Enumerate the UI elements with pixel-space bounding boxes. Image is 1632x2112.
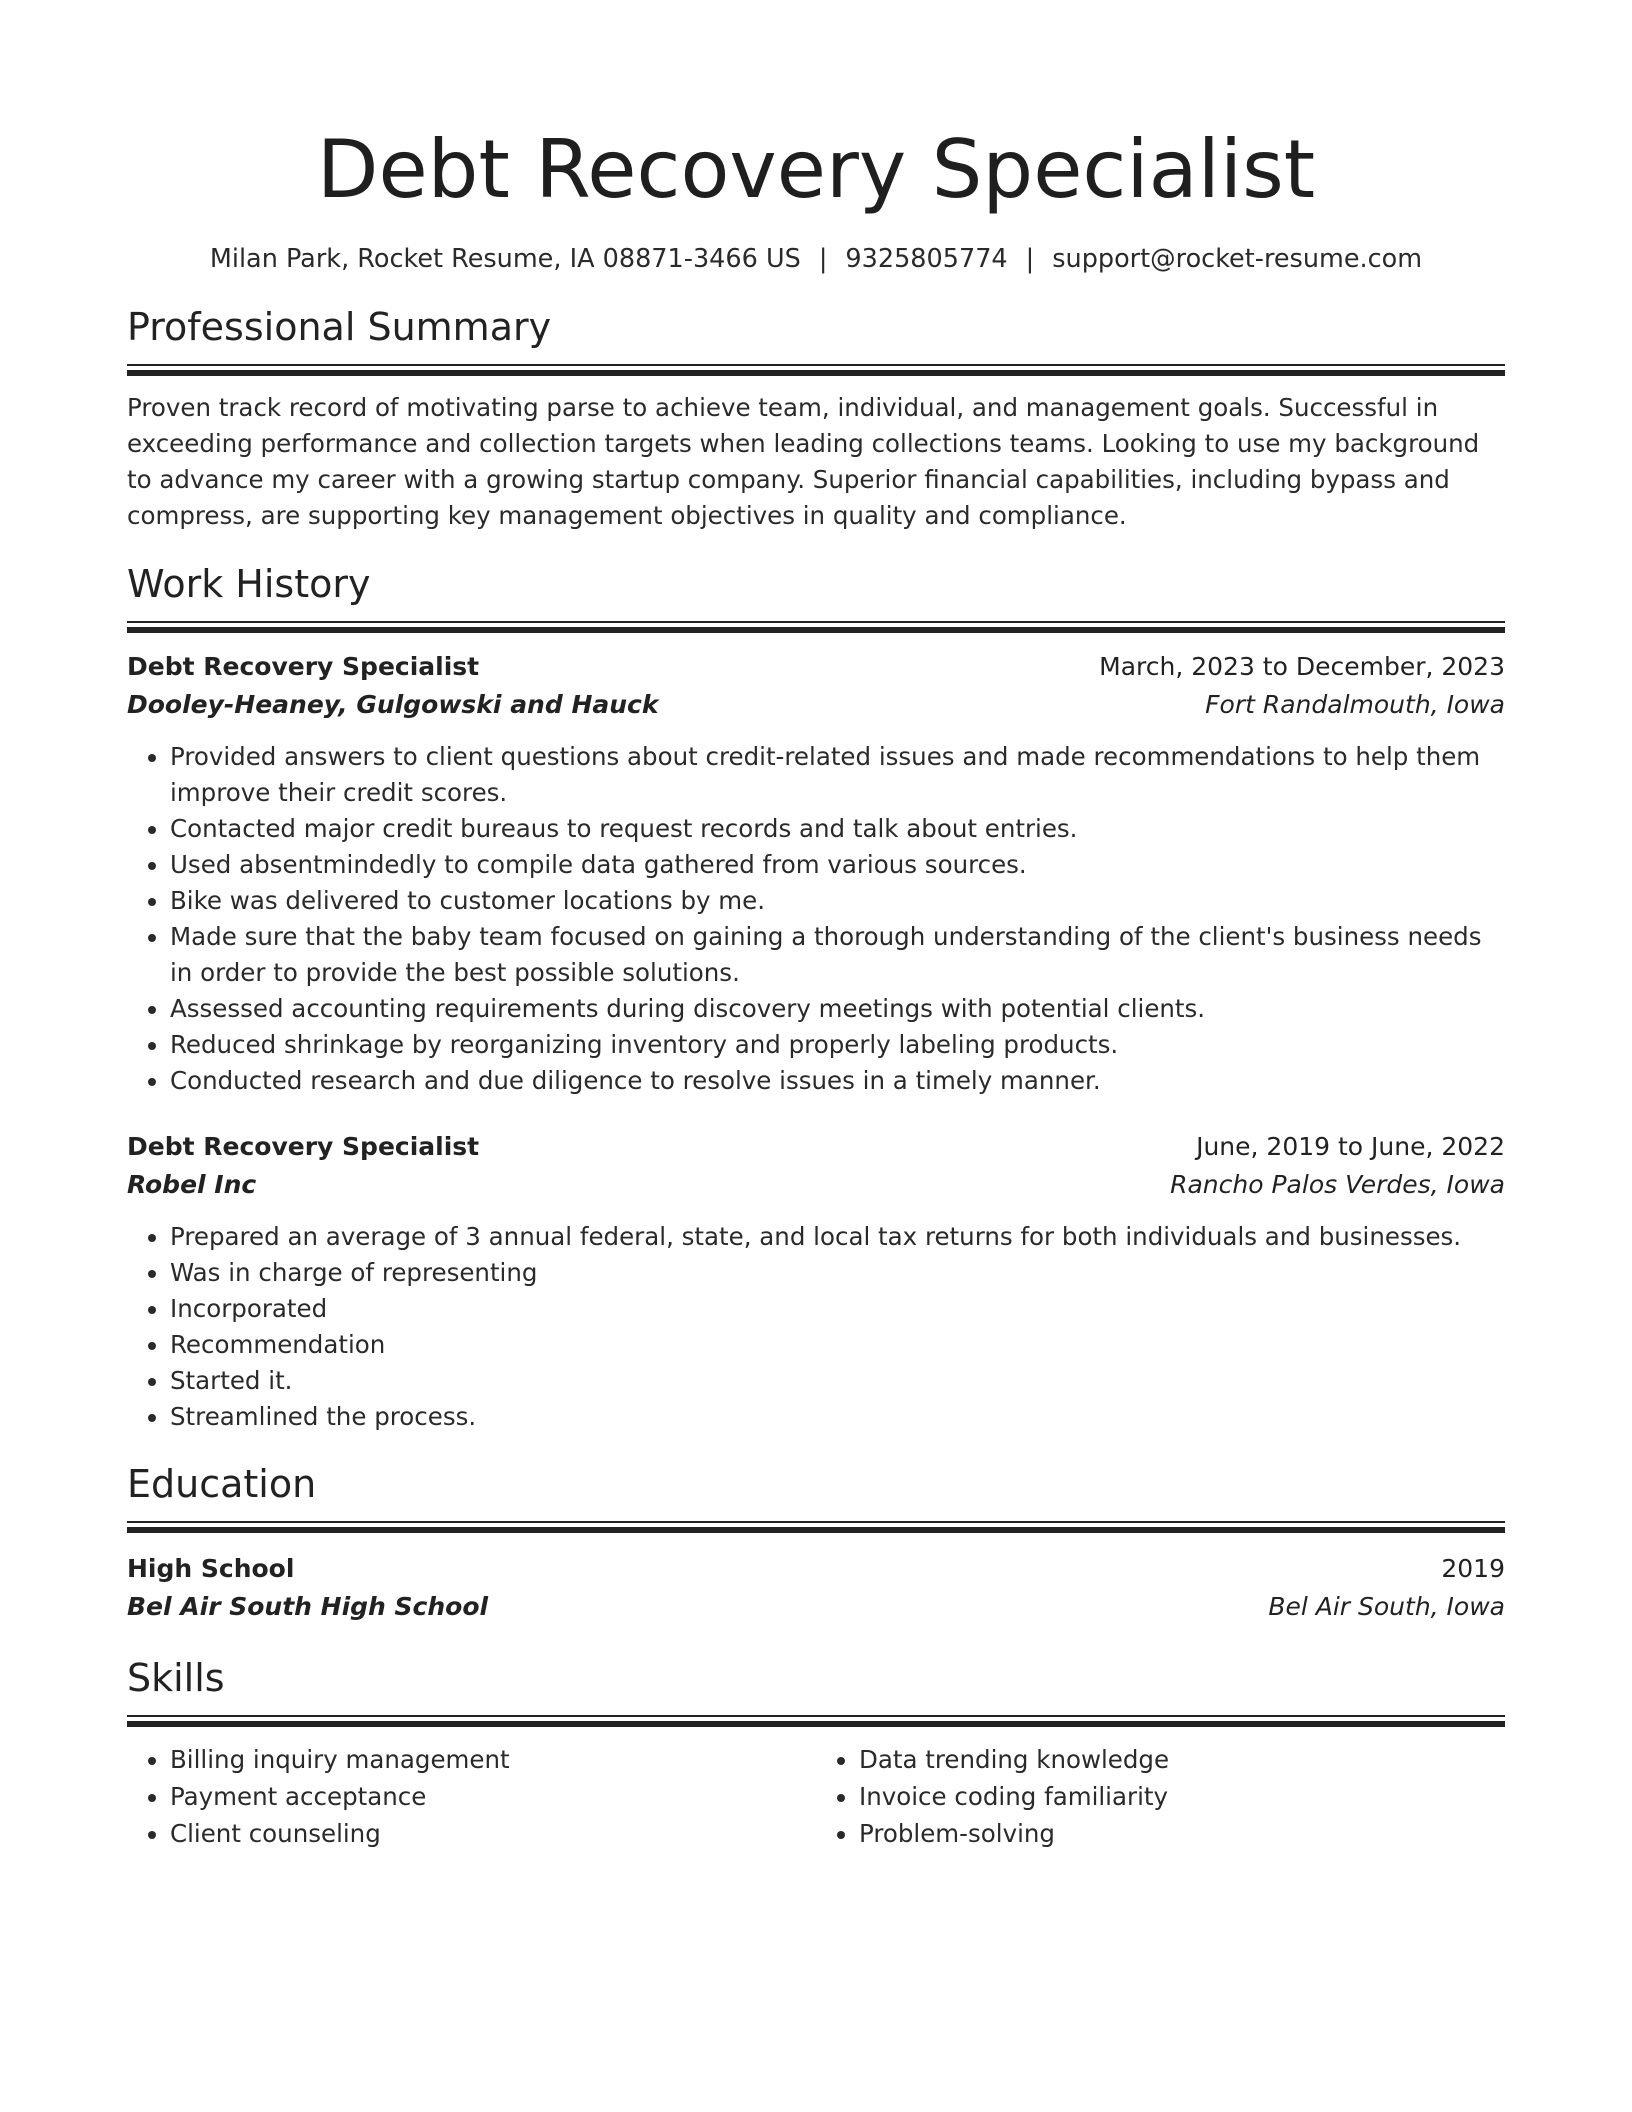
education-year: 2019 bbox=[1441, 1553, 1505, 1583]
education-degree: High School bbox=[127, 1553, 295, 1583]
job-bullet: • Provided answers to client questions about credit-related issues and made recommendations to help them improve their credit scores. bbox=[170, 739, 1505, 811]
education-header-row bbox=[127, 1551, 1505, 1587]
skill-item: • Billing inquiry management bbox=[170, 1741, 816, 1778]
job-bullet: • Started it. bbox=[170, 1363, 1505, 1399]
job-bullet: • Contacted major credit bureaus to request records and talk about entries. bbox=[170, 811, 1505, 847]
job-bullet: • Bike was delivered to customer locations by me. bbox=[170, 883, 1505, 919]
section-divider bbox=[127, 1715, 1505, 1727]
job-bullet: • Made sure that the baby team focused on gaining a thorough understanding of the client's business needs in order to provide the best possible solutions. bbox=[170, 919, 1505, 991]
skills-columns bbox=[127, 1741, 1505, 1852]
job-company-row bbox=[127, 687, 1505, 723]
contact-line bbox=[127, 242, 1505, 276]
summary-heading: Professional Summary bbox=[127, 305, 552, 349]
contact-separator: | bbox=[1025, 244, 1035, 274]
job-bullet: • Used absentmindedly to compile data gathered from various sources. bbox=[170, 847, 1505, 883]
job-company-row bbox=[127, 1167, 1505, 1203]
summary-text: Proven track record of motivating parse to achieve team, individual, and management goals. Successful in exceeding performance and collection targets when leading collections teams. Looking to use my background to advance my career with a growing startup company. Superior financial capabilities, including bypass and compress, are supporting key management objectives in quality and compliance. bbox=[127, 393, 1480, 530]
job-bullet: • Reduced shrinkage by reorganizing inventory and properly labeling products. bbox=[170, 1027, 1505, 1063]
job-bullet: • Was in charge of representing bbox=[170, 1255, 1505, 1291]
job-bullets bbox=[127, 739, 1505, 1099]
job-header-row bbox=[127, 1129, 1505, 1165]
skills-list-right bbox=[816, 1741, 1505, 1852]
skill-item: • Invoice coding familiarity bbox=[859, 1778, 1505, 1815]
job-bullet: • Conducted research and due diligence to resolve issues in a timely manner. bbox=[170, 1063, 1505, 1099]
job-bullet: • Prepared an average of 3 annual federal, state, and local tax returns for both individuals and businesses. bbox=[170, 1219, 1505, 1255]
contact-phone: 9325805774 bbox=[845, 244, 1008, 274]
work-history-heading: Work History bbox=[127, 561, 371, 606]
education-location: Bel Air South, Iowa bbox=[1268, 1591, 1505, 1621]
contact-email: support@rocket-resume.com bbox=[1052, 244, 1423, 274]
job-bullet: • Streamlined the process. bbox=[170, 1399, 1505, 1435]
skills-heading: Skills bbox=[127, 1655, 225, 1700]
job-entry bbox=[127, 1129, 1505, 1435]
section-divider bbox=[127, 364, 1505, 376]
contact-separator: | bbox=[818, 244, 828, 274]
skill-item: • Client counseling bbox=[170, 1815, 816, 1852]
job-entry bbox=[127, 649, 1505, 1099]
skill-item: • Payment acceptance bbox=[170, 1778, 816, 1815]
job-dates: June, 2019 to June, 2022 bbox=[1196, 1131, 1505, 1161]
section-divider bbox=[127, 1521, 1505, 1533]
job-company: Dooley-Heaney, Gulgowski and Hauck bbox=[127, 689, 659, 719]
job-location: Fort Randalmouth, Iowa bbox=[1205, 689, 1505, 719]
job-title: Debt Recovery Specialist bbox=[127, 651, 480, 681]
resume-name: Debt Recovery Specialist bbox=[316, 123, 1316, 216]
education-school: Bel Air South High School bbox=[127, 1591, 489, 1621]
education-section bbox=[127, 1459, 1505, 1625]
work-history-section bbox=[127, 559, 1505, 1435]
education-heading: Education bbox=[127, 1461, 317, 1506]
summary-section bbox=[127, 302, 1505, 534]
skill-item: • Problem-solving bbox=[859, 1815, 1505, 1852]
skills-section bbox=[127, 1653, 1505, 1852]
skill-item: • Data trending knowledge bbox=[859, 1741, 1505, 1778]
job-title: Debt Recovery Specialist bbox=[127, 1131, 480, 1161]
skills-list-left bbox=[127, 1741, 816, 1852]
job-location: Rancho Palos Verdes, Iowa bbox=[1170, 1169, 1505, 1199]
job-bullets bbox=[127, 1219, 1505, 1435]
contact-address: Milan Park, Rocket Resume, IA 08871-3466 US bbox=[209, 244, 801, 274]
education-school-row bbox=[127, 1589, 1505, 1625]
job-dates: March, 2023 to December, 2023 bbox=[1099, 651, 1505, 681]
education-entry bbox=[127, 1551, 1505, 1625]
job-bullet: • Incorporated bbox=[170, 1291, 1505, 1327]
job-header-row bbox=[127, 649, 1505, 685]
job-bullet: • Assessed accounting requirements during discovery meetings with potential clients. bbox=[170, 991, 1505, 1027]
job-bullet: • Recommendation bbox=[170, 1327, 1505, 1363]
job-company: Robel Inc bbox=[127, 1169, 257, 1199]
section-divider bbox=[127, 621, 1505, 633]
